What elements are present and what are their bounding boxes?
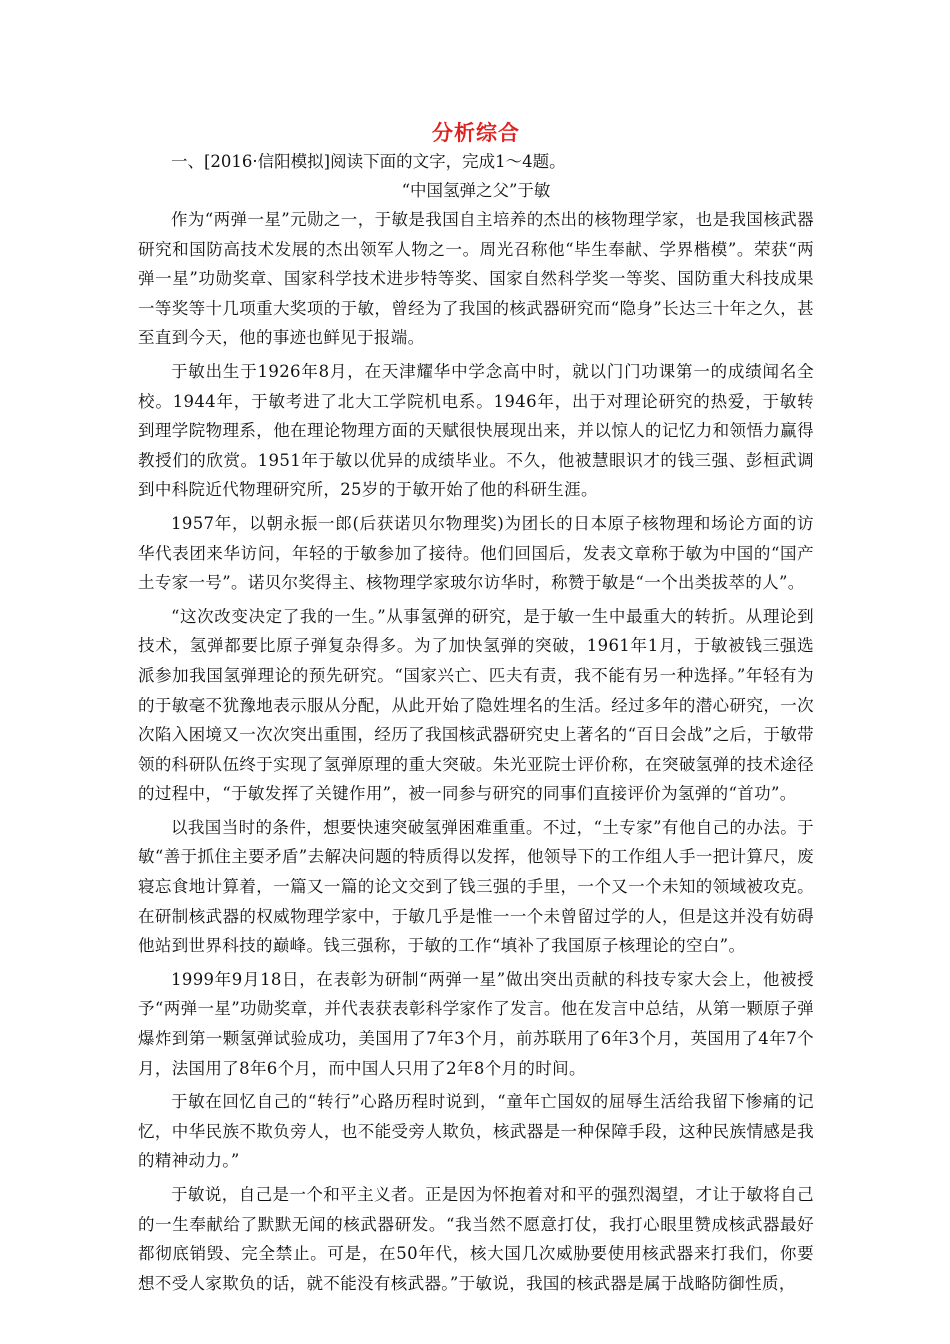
paragraph: “这次改变决定了我的一生。”从事氢弹的研究，是于敏一生中最重大的转折。从理论到技术，氢弹都要比原子弹复杂得多。为了加快氢弹的突破，1961年1月，于敏被钱三强选派参加我国氢弹理论的预先研究。“国家兴亡、匹夫有责，我不能有另一种选择。”年轻有为的于敏毫不犹豫地表示服从分配，从此开始了隐姓埋名的生活。经过多年的潜心研究，一次次陷入困境又一次次突出重围，经历了我国核武器研究史上著名的“百日会战”之后，于敏带领的科研队伍终于实现了氢弹原理的重大突破。朱光亚院士评价称，在突破氢弹的技术途径的过程中，“于敏发挥了关键作用”，被一同参与研究的同事们直接评价为氢弹的“首功”。 (138, 606, 814, 804)
paragraph: 1957年，以朝永振一郎(后获诺贝尔物理奖)为团长的日本原子核物理和场论方面的访华代表团来华访问，年轻的于敏参加了接待。他们回国后，发表文章称于敏为中国的“国产土专家一号”。诺贝尔奖得主、核物理学家玻尔访华时，称赞于敏是“一个出类拔萃的人”。 (138, 513, 814, 593)
paragraph: 于敏出生于1926年8月，在天津耀华中学念高中时，就以门门功课第一的成绩闻名全校。1944年，于敏考进了北大工学院机电系。1946年，出于对理论研究的热爱，于敏转到理学院物理系，他在理论物理方面的天赋很快展现出来，并以惊人的记忆力和领悟力赢得教授们的欣赏。1951年于敏以优异的成绩毕业。不久，他被慧眼识才的钱三强、彭桓武调到中科院近代物理研究所，25岁的于敏开始了他的科研生涯。 (138, 361, 814, 500)
paragraph: 1999年9月18日，在表彰为研制“两弹一星”做出突出贡献的科技专家大会上，他被授予“两弹一星”功勋奖章，并代表获表彰科学家作了发言。他在发言中总结，从第一颗原子弹爆炸到第一颗氢弹试验成功，美国用了7年3个月，前苏联用了6年3个月，英国用了4年7个月，法国用了8年6个月，而中国人只用了2年8个月的时间。 (138, 969, 814, 1078)
paragraph: 作为“两弹一星”元勋之一，于敏是我国自主培养的杰出的核物理学家，也是我国核武器研究和国防高技术发展的杰出领军人物之一。周光召称他“毕生奉献、学界楷模”。荣获“两弹一星”功勋奖章、国家科学技术进步特等奖、国家自然科学奖一等奖、国防重大科技成果一等奖等十几项重大奖项的于敏，曾经为了我国的核武器研究而“隐身”长达三十年之久，甚至直到今天，他的事迹也鲜见于报端。 (138, 210, 814, 348)
paragraph: 于敏说，自己是一个和平主义者。正是因为怀抱着对和平的强烈渴望，才让于敏将自己的一生奉献给了默默无闻的核武器研发。“我当然不愿意打仗，我打心眼里赞成核武器最好都彻底销毁、完全禁止。可是，在50年代，核大国几次威胁要使用核武器来打我们，你要想不受人家欺负的话，就不能没有核武器。”于敏说，我国的核武器是属于战略防御性质， (138, 1185, 814, 1293)
section-title: 分析综合 (432, 121, 520, 145)
document-content (138, 118, 814, 1302)
paragraph: 于敏在回忆自己的“转行”心路历程时说到，“童年亡国奴的屈辱生活给我留下惨痛的记忆，中华民族不欺负旁人，也不能受旁人欺负，核武器是一种保障手段，这种民族情感是我的精神动力。” (138, 1092, 814, 1171)
paragraph: 以我国当时的条件，想要快速突破氢弹困难重重。不过，“土专家”有他自己的办法。于敏“善于抓住主要矛盾”去解决问题的特质得以发挥，他领导下的工作组人手一把计算尺，废寝忘食地计算着，一篇又一篇的论文交到了钱三强的手里，一个又一个未知的领域被攻克。在研制核武器的权威物理学家中，于敏几乎是惟一一个未曾留过学的人，但是这并没有妨碍他站到世界科技的巅峰。钱三强称，于敏的工作“填补了我国原子核理论的空白”。 (138, 817, 814, 956)
article-title: “中国氢弹之父”于敏 (401, 181, 551, 200)
question-instruction: 一、[2016·信阳模拟]阅读下面的文字，完成1～4题。 (171, 152, 566, 171)
